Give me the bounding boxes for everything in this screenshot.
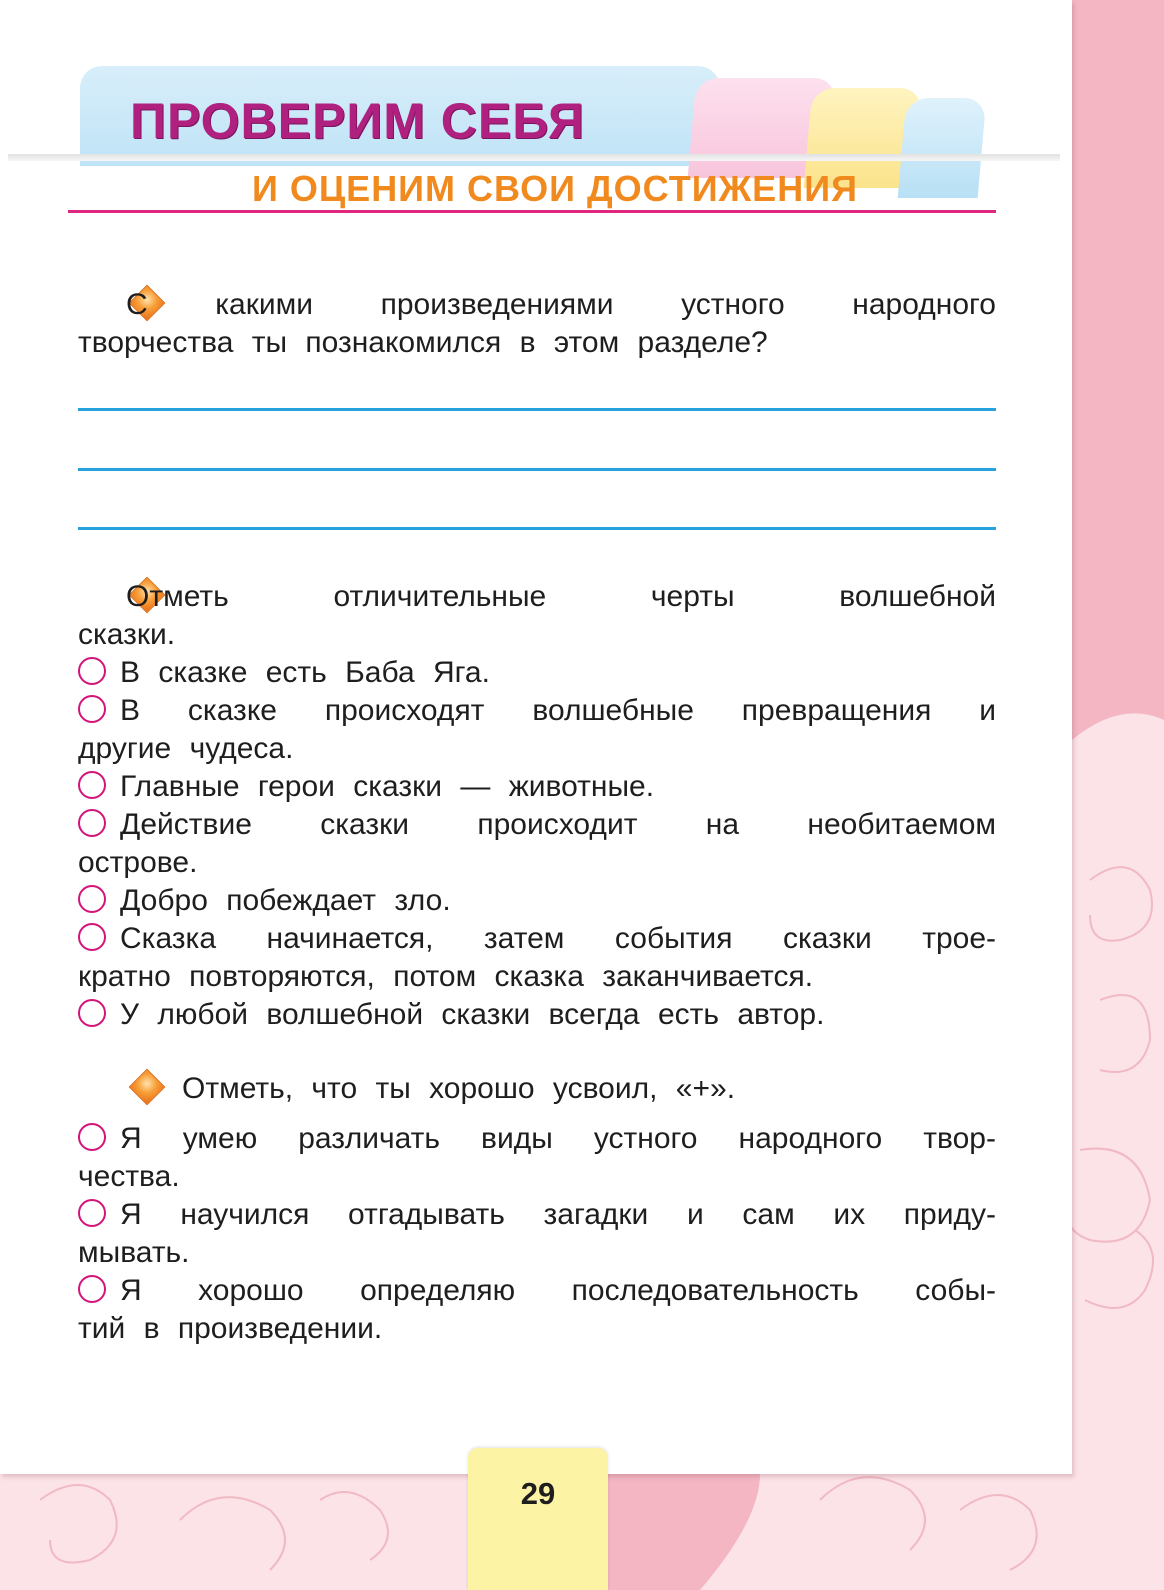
header-divider [8,154,1060,161]
checkbox-circle[interactable] [78,809,106,837]
page-number: 29 [520,1476,556,1511]
task-1-question: С какими произведениями устного народного творчества ты познакомился в этом разделе? [78,288,996,359]
checkbox-circle[interactable] [78,657,106,685]
checkbox-circle[interactable] [78,885,106,913]
header-tab-cyan [898,98,987,198]
page-subtitle: И ОЦЕНИМ СВОИ ДОСТИЖЕНИЯ [252,168,858,209]
answer-line-1[interactable] [78,408,996,411]
checkbox-circle[interactable] [78,1123,106,1151]
task-2-option: Главные герои сказки — животные. [78,768,996,806]
checkbox-circle[interactable] [78,695,106,723]
checkbox-circle[interactable] [78,1275,106,1303]
page-number-tab [468,1448,608,1590]
task-3-option: Я умею различать виды устного народного твор- чества. [78,1122,996,1193]
task-2-option: Добро побеждает зло. [78,882,996,920]
task-2-option: Действие сказки происходит на необитаемом острове. [78,808,996,879]
answer-line-3[interactable] [78,527,996,530]
task-2-option: У любой волшебной сказки всегда есть автор. [78,996,996,1034]
checkbox-circle[interactable] [78,771,106,799]
checkbox-circle[interactable] [78,999,106,1027]
task-3-option: Я научился отгадывать загадки и сам их приду- мывать. [78,1198,996,1269]
answer-line-2[interactable] [78,468,996,471]
task-2-option: В сказке происходят волшебные превращения и другие чудеса. [78,694,996,765]
title-rule [68,210,996,213]
task-3-option: Я хорошо определяю последовательность собы- тий в произведении. [78,1274,996,1345]
checkbox-circle[interactable] [78,923,106,951]
page-title: ПРОВЕРИМ СЕБЯ [130,93,585,149]
task-2-question: Отметь отличительные черты волшебной сказки. [78,580,996,651]
diamond-bullet-icon [129,1069,166,1106]
task-3-question: Отметь, что ты хорошо усвоил, «+». [182,1072,736,1105]
task-2-option: В сказке есть Баба Яга. [78,654,996,692]
checkbox-circle[interactable] [78,1199,106,1227]
task-2-option: Сказка начинается, затем события сказки трое- кратно повторяются, потом сказка заканчивается. [78,922,996,993]
